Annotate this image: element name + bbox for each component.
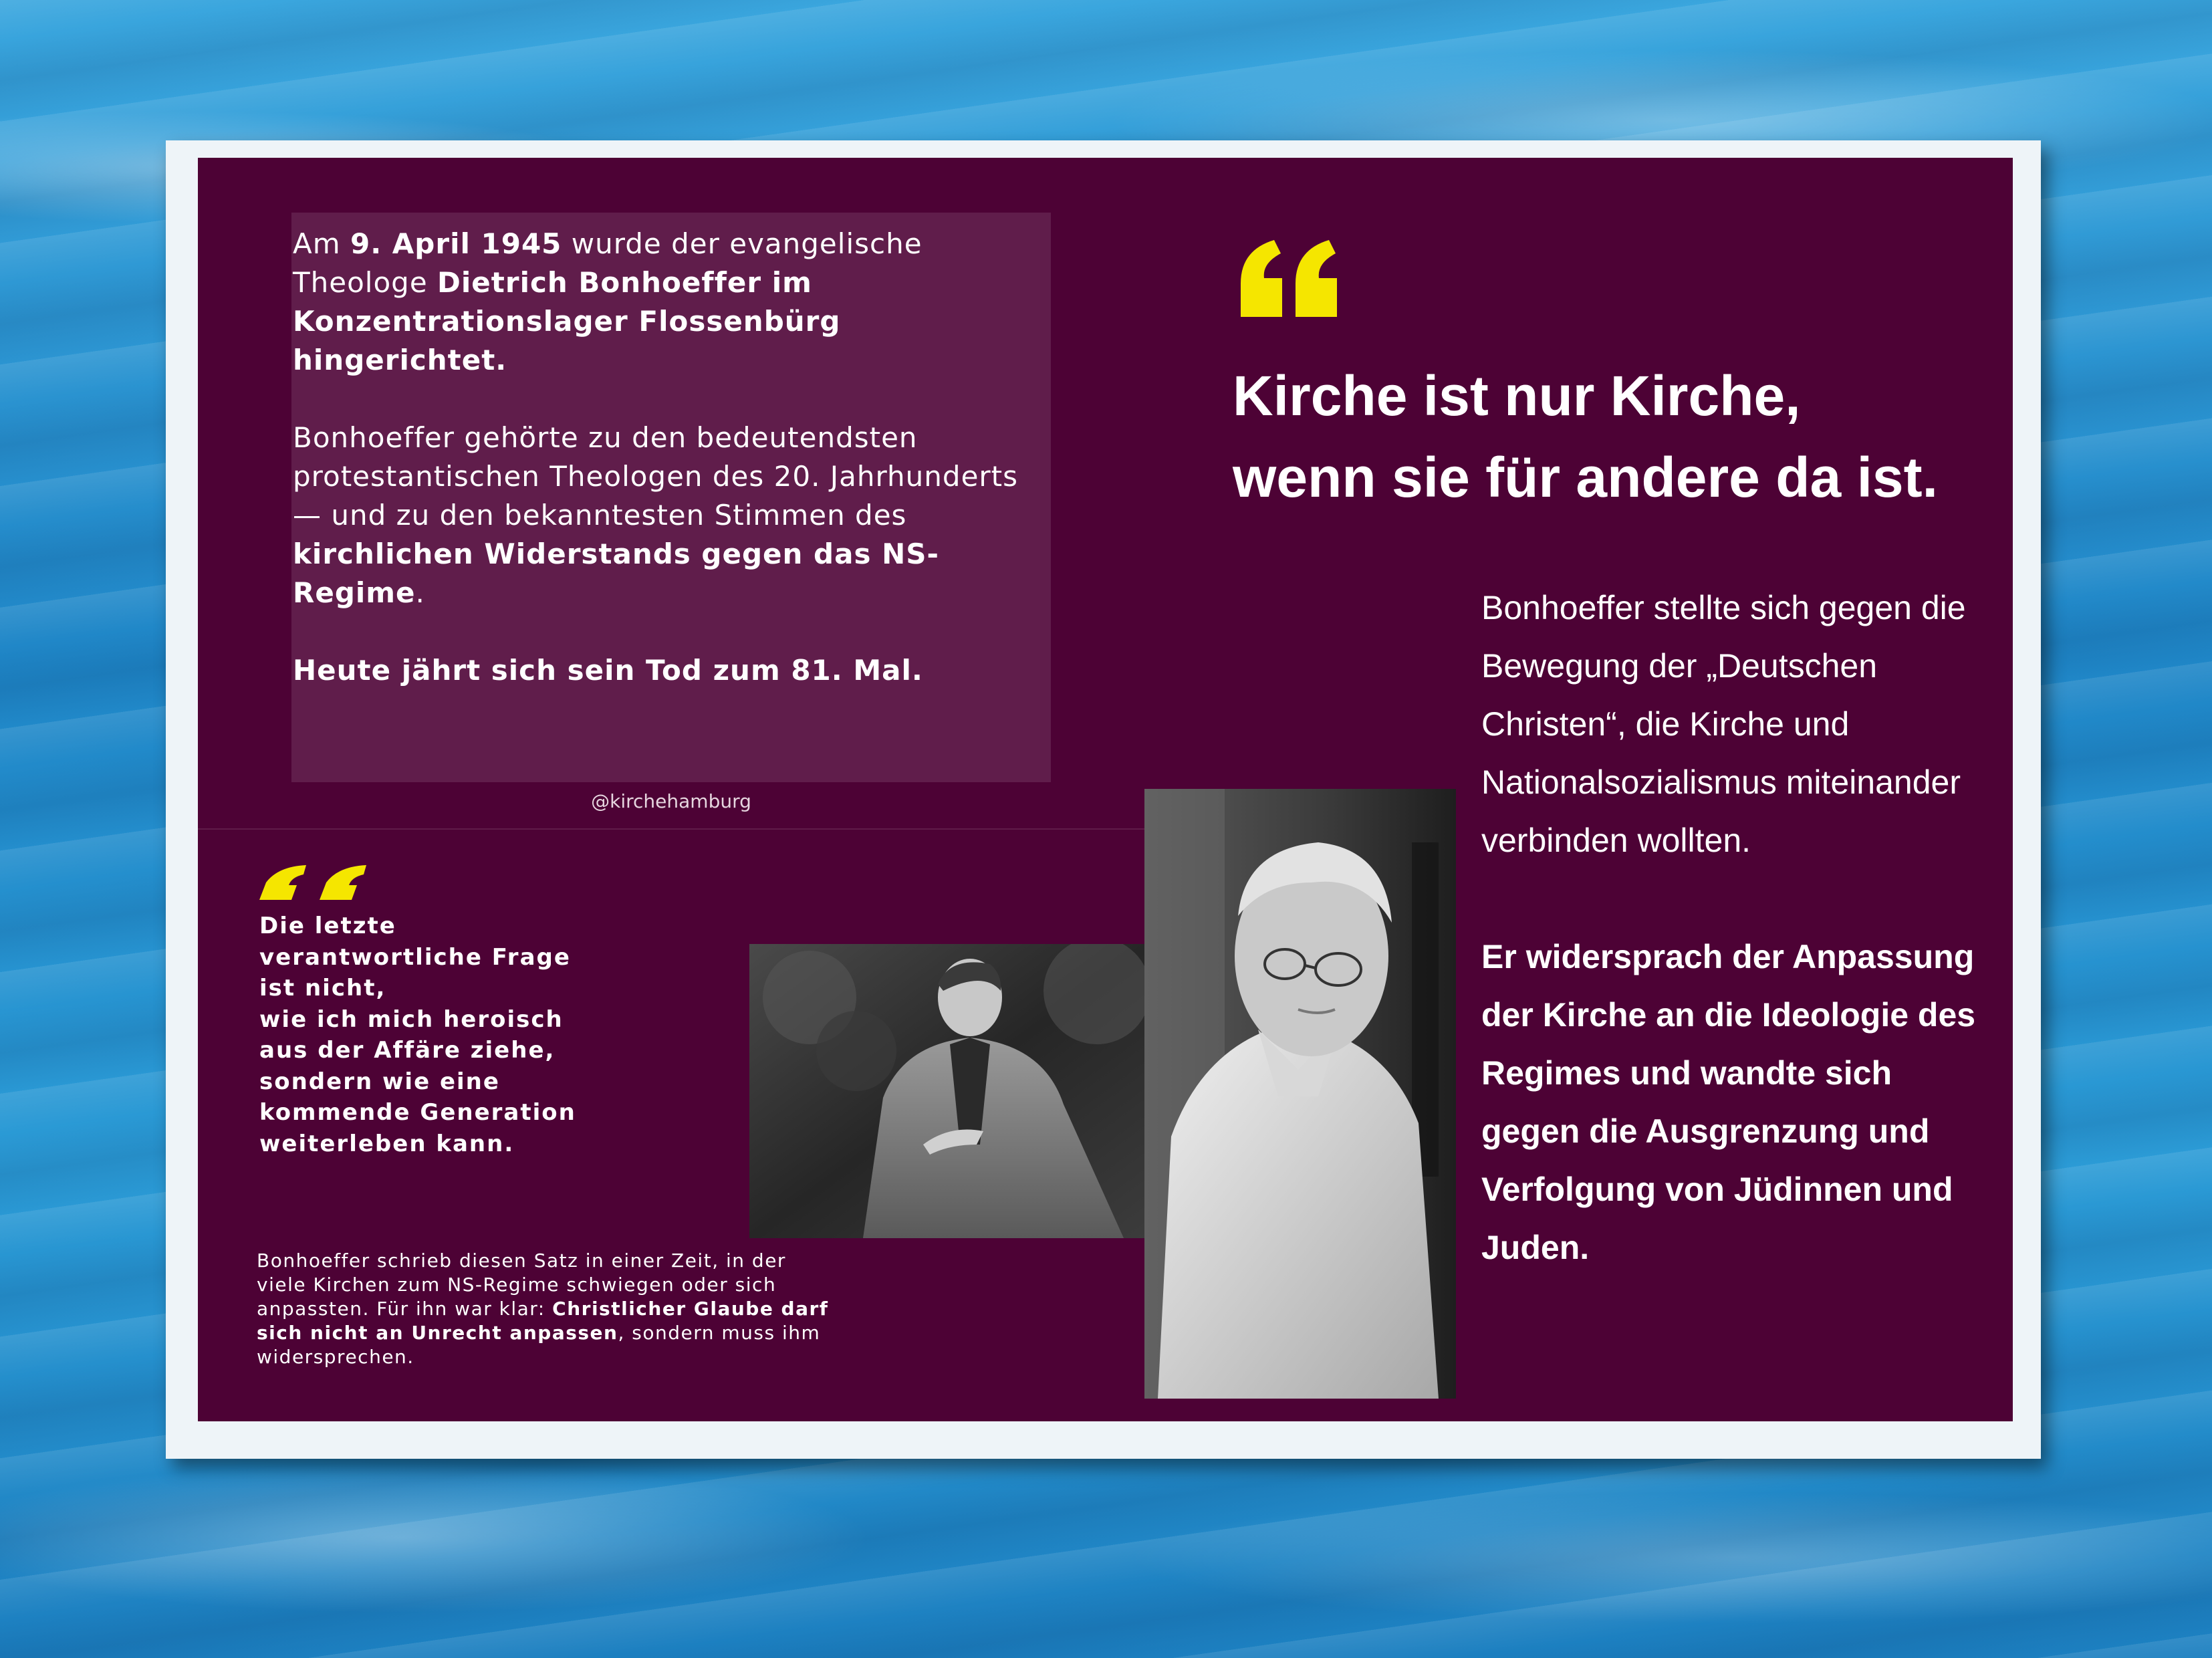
quote-line: kommende Generation xyxy=(259,1099,576,1126)
context-line: anpassten. Für ihn war klar: Christlicher Glaube darf xyxy=(257,1298,829,1320)
context-line: widersprechen. xyxy=(257,1346,414,1368)
context-line: sich nicht an Unrecht anpassen, sondern muss ihm xyxy=(257,1322,821,1344)
quote-line: sondern wie eine xyxy=(259,1068,500,1095)
context-line: Bonhoeffer schrieb diesen Satz in einer Zeit, in der xyxy=(257,1250,786,1272)
section-divider xyxy=(198,828,1147,830)
poster-card xyxy=(198,158,2013,1421)
right-text xyxy=(1481,579,1989,1335)
main-quote-line-1: Kirche ist nur Kirche, xyxy=(1233,364,1801,427)
context-text xyxy=(257,1249,1126,1369)
right-paragraph-1: Bonhoeffer stellte sich gegen die Bewegung der „Deutschen Christen“, die Kirche und Nationalsozialismus miteinander verbinden wollten. xyxy=(1481,589,1966,859)
intro-paragraph-3: Heute jährt sich sein Tod zum 81. Mal. xyxy=(293,654,923,687)
intro-paragraph-1: Am 9. April 1945 wurde der evangelische Theologe Dietrich Bonhoeffer im Konzentrationslager Flossenbürg hingerichtet. xyxy=(293,227,923,376)
quote-line: aus der Affäre ziehe, xyxy=(259,1037,556,1064)
main-quote xyxy=(1233,355,1995,518)
quote-line: verantwortliche Frage xyxy=(259,943,571,971)
poster-frame xyxy=(166,140,2041,1459)
intro-text xyxy=(293,225,1055,729)
main-quote-line-2: wenn sie für andere da ist. xyxy=(1233,446,1938,509)
quote-line: Die letzte xyxy=(259,913,396,939)
quote-line: wie ich mich heroisch xyxy=(259,1005,564,1033)
bonhoeffer-quote xyxy=(259,911,741,1159)
right-paragraph-2: Er widersprach der Anpassung der Kirche an die Ideologie des Regimes und wandte sich gegen die Ausgrenzung und Verfolgung von Jüdinnen und Juden. xyxy=(1481,938,1976,1266)
quote-line: weiterleben kann. xyxy=(259,1130,515,1157)
quote-line: ist nicht, xyxy=(259,975,386,1001)
bonhoeffer-photo-standing xyxy=(749,944,1149,1238)
opening-quote-icon xyxy=(258,862,382,905)
context-line: viele Kirchen zum NS-Regime schwiegen oder sich xyxy=(257,1274,777,1296)
bonhoeffer-portrait xyxy=(1144,789,1456,1399)
social-handle: @kirchehamburg xyxy=(591,790,751,812)
opening-quote-icon xyxy=(1234,237,1348,326)
intro-paragraph-2: Bonhoeffer gehörte zu den bedeutendsten protestantischen Theologen des 20. Jahrhunderts — und zu den bekanntesten Stimmen des kirchlichen Widerstands gegen das NS-Regime. xyxy=(293,421,1019,609)
